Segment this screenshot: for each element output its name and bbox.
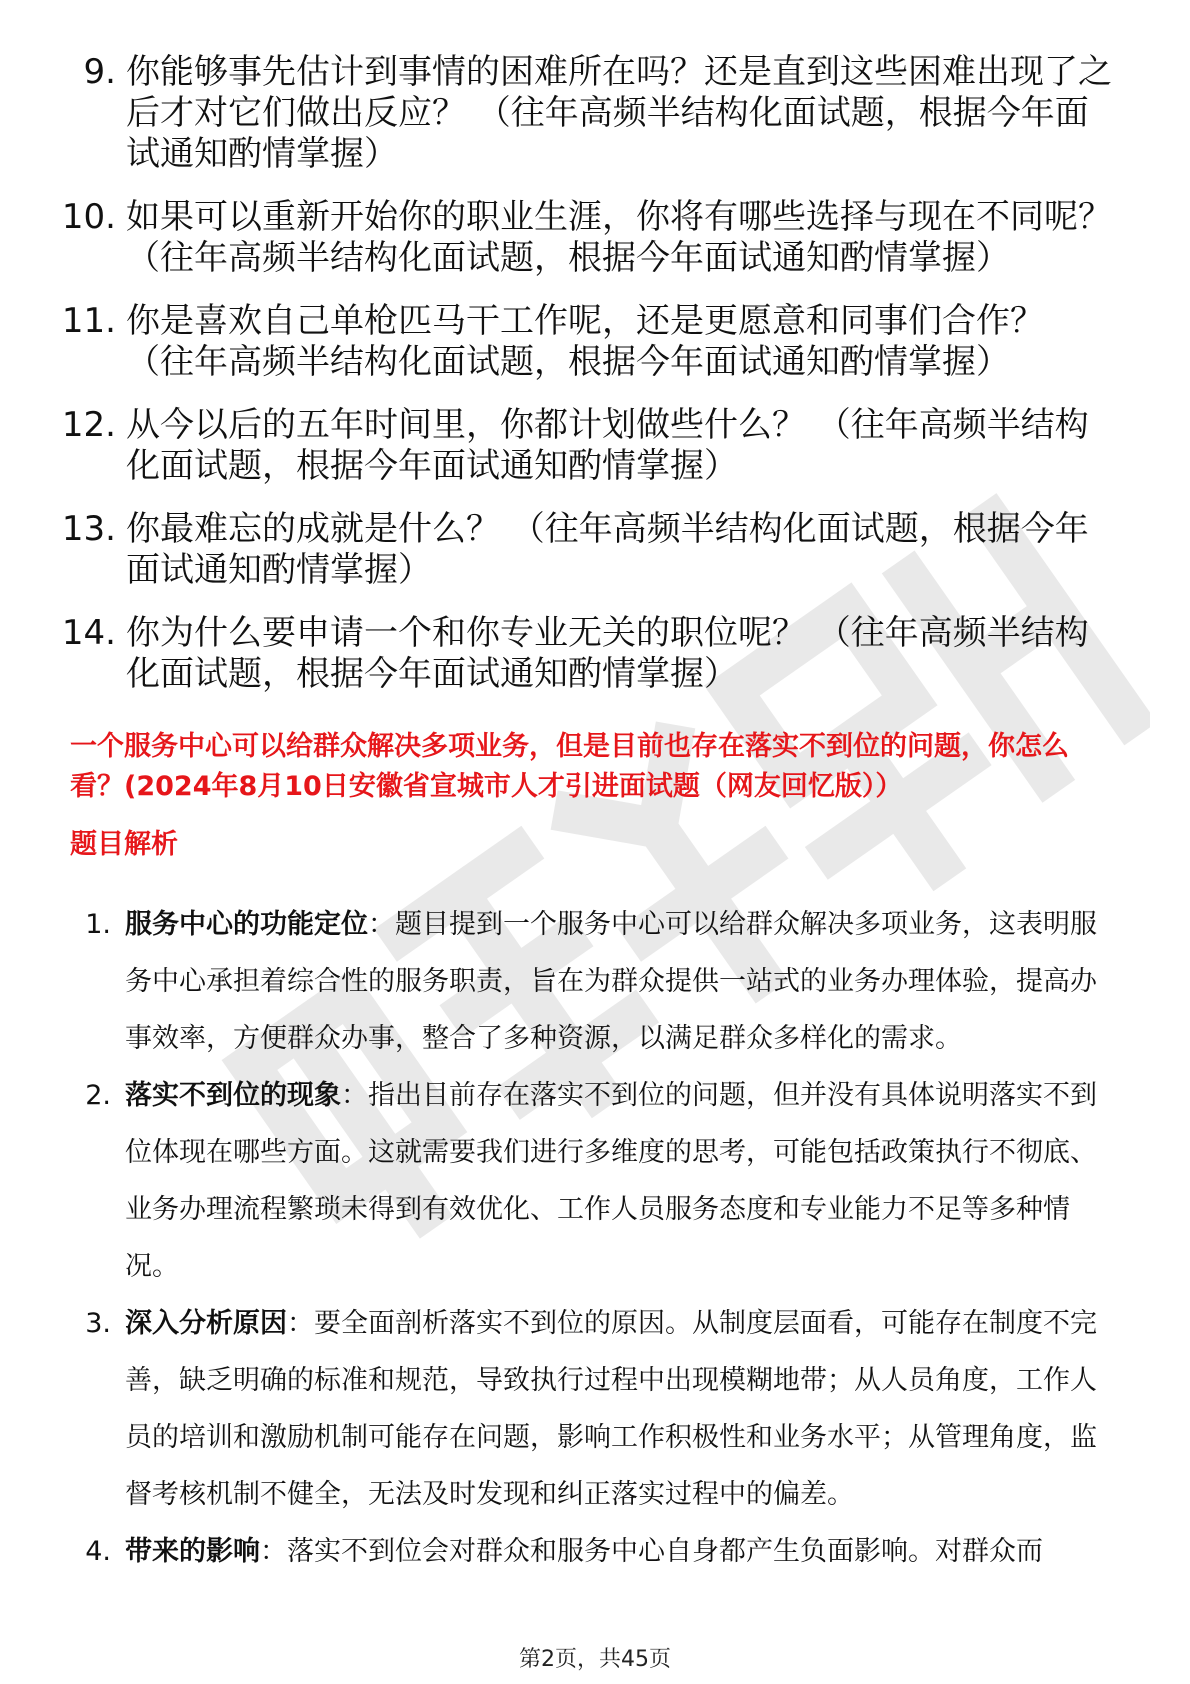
list-item bbox=[70, 1067, 1120, 1295]
list-item bbox=[55, 301, 1115, 383]
analysis-list bbox=[70, 896, 1120, 1580]
list-item-number: 9. bbox=[83, 52, 116, 92]
list-item bbox=[55, 509, 1115, 591]
list-item-text bbox=[125, 896, 1120, 1067]
list-item-text: 如果可以重新开始你的职业生涯，你将有哪些选择与现在不同呢？ （往年高频半结构化面试题，根据今年面试通知酌情掌握） bbox=[126, 197, 1112, 278]
list-item-number: 10. bbox=[61, 197, 116, 237]
list-item-text bbox=[125, 1295, 1120, 1523]
list-item-number: 2. bbox=[85, 1080, 111, 1111]
question-list bbox=[55, 52, 1115, 717]
question-heading: 一个服务中心可以给群众解决多项业务，但是目前也存在落实不到位的问题，你怎么看？(2024年8月10日安徽省宣城市人才引进面试题（网友回忆版）） bbox=[70, 731, 1069, 802]
list-item-bold-lead: 服务中心的功能定位 bbox=[125, 909, 368, 940]
list-item bbox=[55, 197, 1115, 279]
list-item-text: 你能够事先估计到事情的困难所在吗？还是直到这些困难出现了之后才对它们做出反应？ （往年高频半结构化面试题，根据今年面试通知酌情掌握） bbox=[126, 52, 1112, 174]
list-item-bold-lead: 深入分析原因 bbox=[125, 1308, 287, 1339]
list-item bbox=[70, 1523, 1120, 1580]
list-item-body: ：题目提到一个服务中心可以给群众解决多项业务，这表明服务中心承担着综合性的服务职责，旨在为群众提供一站式的业务办理体验，提高办事效率，方便群众办事，整合了多种资源，以满足群众多样化的需求。 bbox=[125, 909, 1097, 1054]
list-item-bold-lead: 落实不到位的现象 bbox=[125, 1080, 341, 1111]
list-item-text: 你为什么要申请一个和你专业无关的职位呢？ （往年高频半结构化面试题，根据今年面试通知酌情掌握） bbox=[126, 613, 1089, 694]
list-item-number: 13. bbox=[61, 509, 116, 549]
list-item bbox=[55, 52, 1115, 175]
list-item-number: 11. bbox=[61, 301, 116, 341]
list-item bbox=[70, 896, 1120, 1067]
list-item-text bbox=[125, 1523, 1120, 1580]
list-item bbox=[70, 1295, 1120, 1523]
list-item bbox=[55, 405, 1115, 487]
list-item-bold-lead: 带来的影响 bbox=[125, 1536, 260, 1567]
list-item-text: 你是喜欢自己单枪匹马干工作呢，还是更愿意和同事们合作？ （往年高频半结构化面试题，根据今年面试通知酌情掌握） bbox=[126, 301, 1044, 382]
list-item bbox=[55, 613, 1115, 695]
list-item-number: 12. bbox=[61, 405, 116, 445]
list-item-number: 14. bbox=[61, 613, 116, 653]
list-item-number: 4. bbox=[85, 1536, 111, 1567]
list-item-number: 1. bbox=[85, 909, 111, 940]
analysis-title: 题目解析 bbox=[70, 829, 178, 860]
page-footer: 第2页，共45页 bbox=[519, 1647, 671, 1672]
list-item-text: 从今以后的五年时间里，你都计划做些什么？ （往年高频半结构化面试题，根据今年面试通知酌情掌握） bbox=[126, 405, 1089, 486]
list-item-body: ：落实不到位会对群众和服务中心自身都产生负面影响。对群众而 bbox=[260, 1536, 1043, 1567]
list-item-number: 3. bbox=[85, 1308, 111, 1339]
list-item-body: ：指出目前存在落实不到位的问题，但并没有具体说明落实不到位体现在哪些方面。这就需要我们进行多维度的思考，可能包括政策执行不彻底、业务办理流程繁琐未得到有效优化、工作人员服务态度和专业能力不足等多种情况。 bbox=[125, 1080, 1097, 1282]
list-item-text: 你最难忘的成就是什么？ （往年高频半结构化面试题，根据今年面试通知酌情掌握） bbox=[126, 509, 1089, 590]
list-item-body: ：要全面剖析落实不到位的原因。从制度层面看，可能存在制度不完善，缺乏明确的标准和规范，导致执行过程中出现模糊地带；从人员角度，工作人员的培训和激励机制可能存在问题，影响工作积极性和业务水平；从管理角度，监督考核机制不健全，无法及时发现和纠正落实过程中的偏差。 bbox=[125, 1308, 1097, 1510]
list-item-text bbox=[125, 1067, 1120, 1295]
